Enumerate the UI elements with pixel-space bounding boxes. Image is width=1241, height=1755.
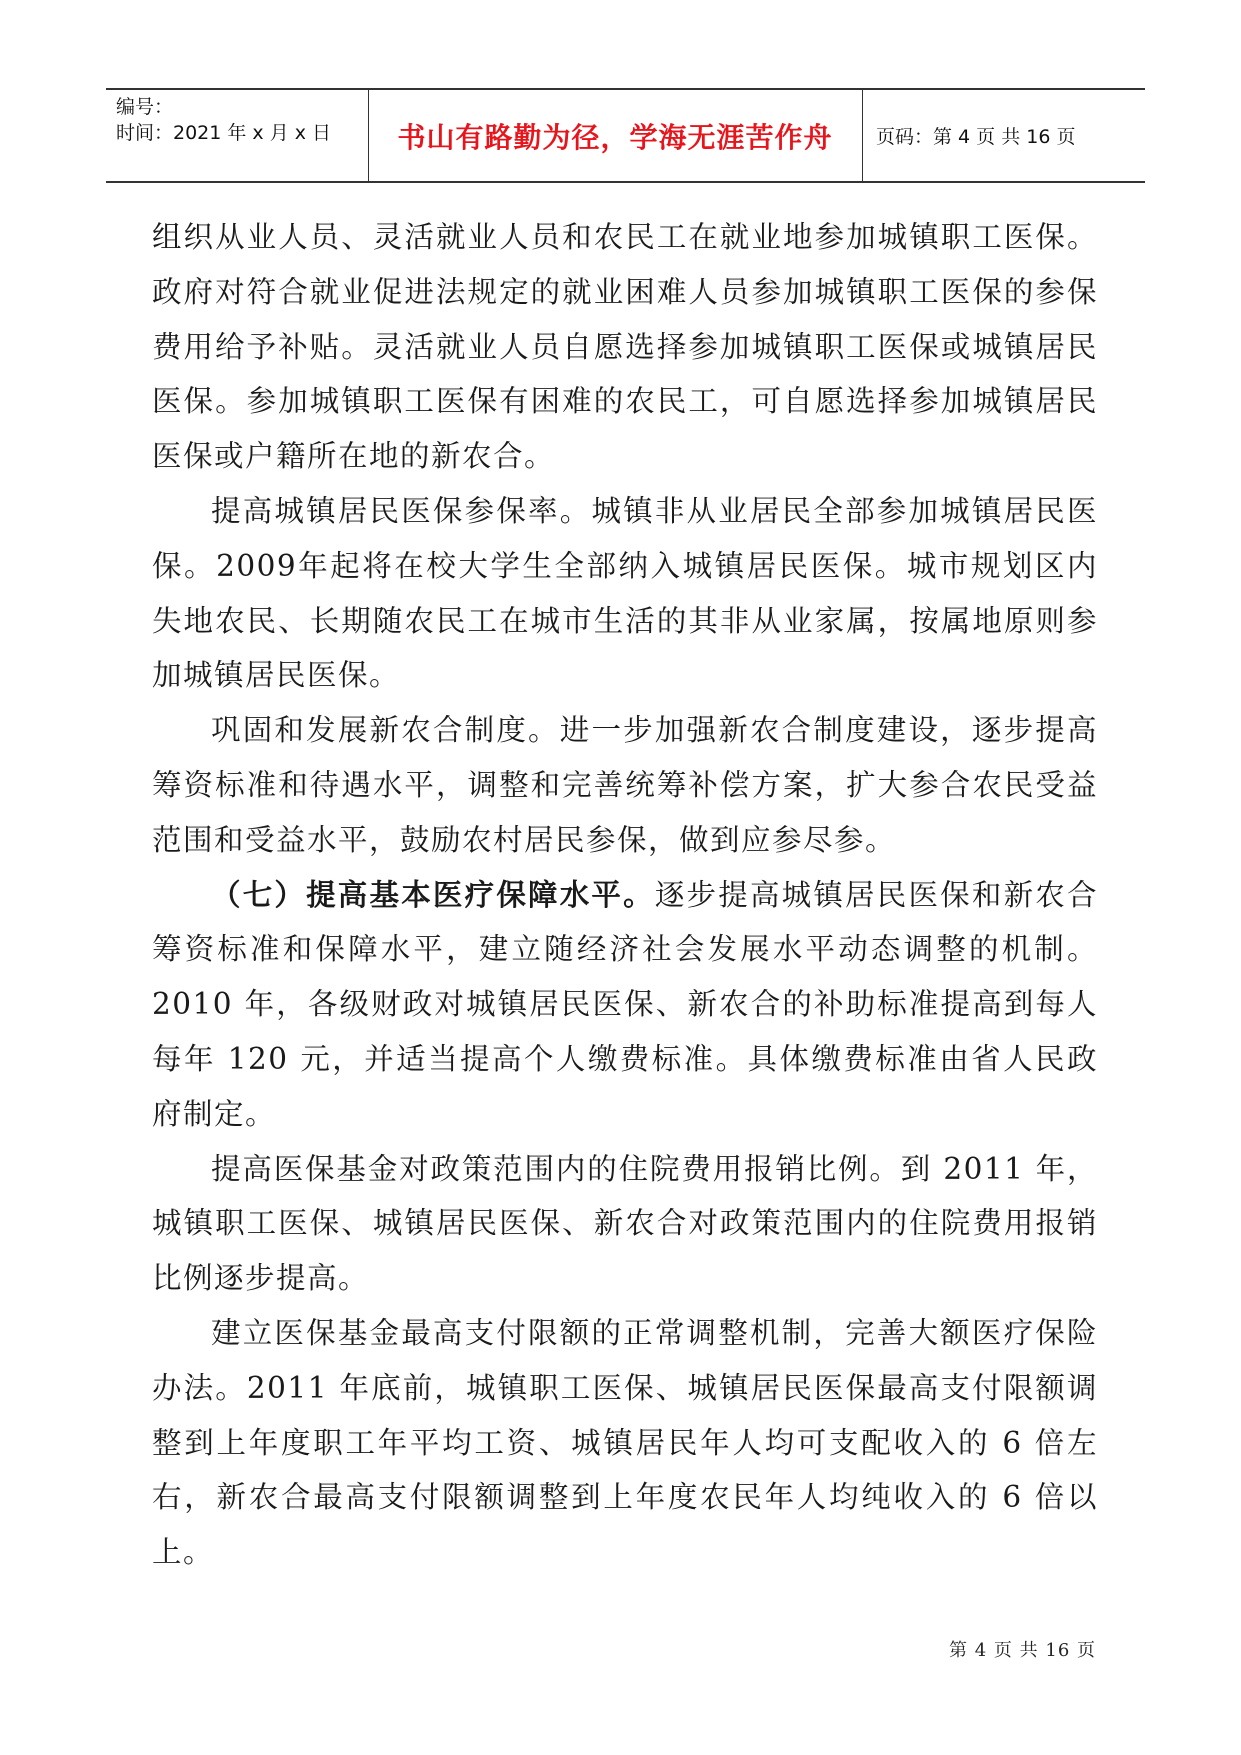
section-heading: （七）提高基本医疗保障水平。 <box>211 877 655 912</box>
page-footer: 第 4 页 共 16 页 <box>949 1640 1096 1661</box>
document-time-label: 时间：2021 年 x 月 x 日 <box>116 122 332 144</box>
header-motto: 书山有路勤为径，学海无涯苦作舟 <box>397 120 833 154</box>
paragraph-reimbursement-ratio: 提高医保基金对政策范围内的住院费用报销比例。到 2011 年，城镇职工医保、城镇居民医保、新农合对政策范围内的住院费用报销比例逐步提高。 <box>152 1151 1098 1296</box>
header-meta <box>116 94 331 146</box>
paragraph-continued: 组织从业人员、灵活就业人员和农民工在就业地参加城镇职工医保。政府对符合就业促进法规定的就业困难人员参加城镇职工医保的参保费用给予补贴。灵活就业人员自愿选择参加城镇职工医保或城镇居民医保。参加城镇职工医保有困难的农民工，可自愿选择参加城镇居民医保或户籍所在地的新农合。 <box>152 220 1098 474</box>
page-header <box>106 88 1145 183</box>
document-body <box>152 210 1098 1580</box>
paragraph-payment-limit: 建立医保基金最高支付限额的正常调整机制，完善大额医疗保险办法。2011 年底前，城镇职工医保、城镇居民医保最高支付限额调整到上年度职工年平均工资、城镇居民年人均可支配收入的 6 倍左右，新农合最高支付限额调整到上年度农民年人均纯收入的 6 倍以上。 <box>152 1315 1098 1570</box>
paragraph-urban-resident-coverage: 提高城镇居民医保参保率。城镇非从业居民全部参加城镇居民医保。2009年起将在校大学生全部纳入城镇居民医保。城市规划区内失地农民、长期随农民工在城市生活的其非从业家属，按属地原则参加城镇居民医保。 <box>152 493 1098 693</box>
document-number-label: 编号： <box>116 96 174 118</box>
paragraph-section-seven <box>152 868 1098 1142</box>
header-divider-right <box>862 90 863 181</box>
paragraph-new-rural-cooperative: 巩固和发展新农合制度。进一步加强新农合制度建设，逐步提高筹资标准和待遇水平，调整和完善统筹补偿方案，扩大参合农民受益范围和受益水平，鼓励农村居民参保，做到应参尽参。 <box>152 713 1098 857</box>
header-page-number: 页码：第 4 页 共 16 页 <box>876 126 1076 148</box>
section-body: 逐步提高城镇居民医保和新农合筹资标准和保障水平，建立随经济社会发展水平动态调整的机制。2010 年，各级财政对城镇居民医保、新农合的补助标准提高到每人每年 120 元，并适当提高个人缴费标准。具体缴费标准由省人民政府制定。 <box>152 877 1098 1131</box>
